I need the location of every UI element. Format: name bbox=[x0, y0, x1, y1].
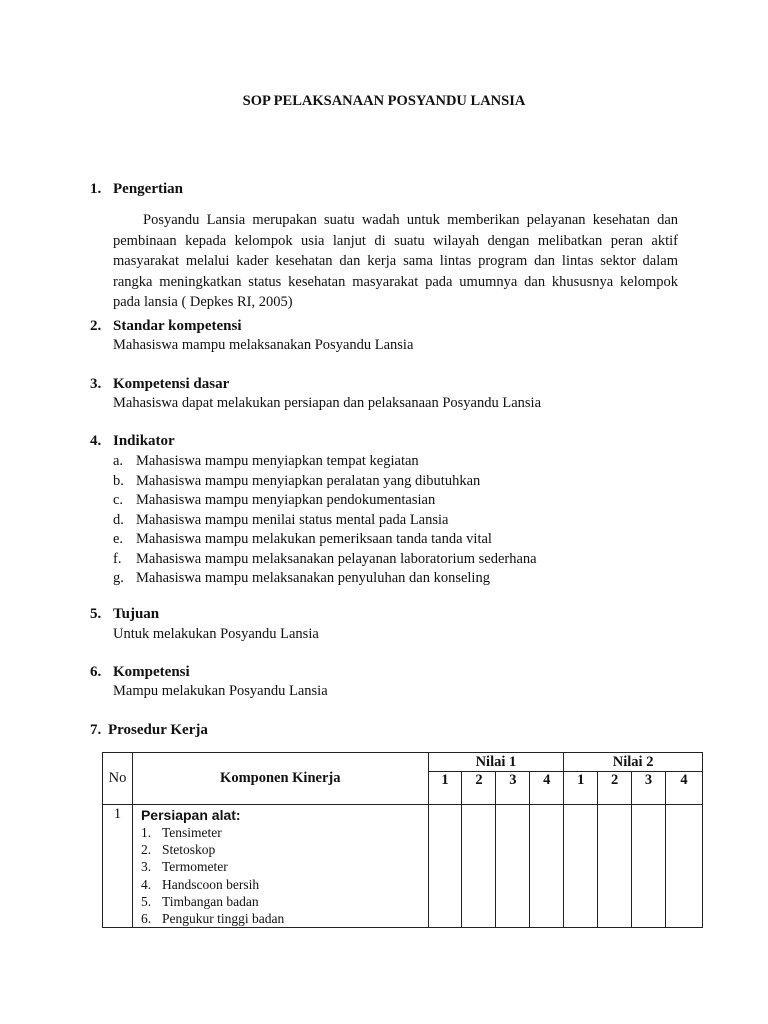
section-number: 2. bbox=[90, 318, 102, 334]
equipment-item bbox=[141, 910, 428, 927]
row-component bbox=[132, 805, 428, 928]
header-score: 3 bbox=[632, 772, 666, 805]
section-heading-indikator bbox=[90, 433, 175, 450]
section-text-standar-kompetensi: Mahasiswa mampu melaksanakan Posyandu Lansia bbox=[113, 337, 414, 353]
equipment-number: 2. bbox=[140, 842, 152, 858]
section-title: Kompetensi dasar bbox=[113, 376, 230, 392]
section-text-kompetensi-dasar: Mahasiswa dapat melakukan persiapan dan pelaksanaan Posyandu Lansia bbox=[113, 395, 542, 411]
section-text-kompetensi: Mampu melakukan Posyandu Lansia bbox=[113, 683, 328, 699]
section-heading-prosedur-kerja bbox=[90, 722, 208, 739]
equipment-text: Termometer bbox=[161, 859, 228, 875]
equipment-item bbox=[141, 858, 428, 875]
section-number: 6. bbox=[90, 664, 102, 680]
equipment-number: 5. bbox=[140, 893, 152, 909]
score-cell[interactable] bbox=[564, 805, 598, 928]
procedure-table bbox=[102, 752, 703, 928]
row-subtitle: Persiapan alat: bbox=[140, 807, 241, 823]
indicator-text: Mahasiswa mampu menyiapkan peralatan yang dibutuhkan bbox=[136, 472, 481, 489]
header-score: 4 bbox=[666, 772, 703, 805]
indicator-letter: b. bbox=[113, 472, 124, 489]
section-title: Tujuan bbox=[113, 606, 160, 622]
header-nilai-2: Nilai 2 bbox=[564, 753, 703, 772]
indicator-item bbox=[113, 491, 537, 511]
indicator-letter: d. bbox=[113, 511, 124, 528]
section-title: Kompetensi bbox=[113, 664, 190, 680]
equipment-text: Pengukur tinggi badan bbox=[161, 911, 285, 927]
score-cell[interactable] bbox=[428, 805, 462, 928]
section-heading-tujuan bbox=[90, 606, 159, 623]
header-score: 2 bbox=[462, 772, 496, 805]
section-heading-kompetensi-dasar bbox=[90, 376, 229, 393]
indicator-list bbox=[113, 452, 537, 589]
score-cell[interactable] bbox=[598, 805, 632, 928]
equipment-number: 6. bbox=[140, 911, 152, 927]
section-heading-pengertian bbox=[90, 181, 183, 198]
indicator-item bbox=[113, 530, 537, 550]
section-title: Prosedur Kerja bbox=[108, 722, 208, 738]
section-title: Pengertian bbox=[113, 181, 183, 197]
header-nilai-1: Nilai 1 bbox=[428, 753, 564, 772]
equipment-list bbox=[141, 824, 428, 927]
equipment-item bbox=[141, 841, 428, 858]
section-heading-standar-kompetensi bbox=[90, 318, 242, 335]
section-number: 4. bbox=[90, 433, 102, 449]
section-number: 5. bbox=[90, 606, 102, 622]
equipment-item bbox=[141, 824, 428, 841]
indicator-item bbox=[113, 569, 537, 589]
equipment-text: Handscoon bersih bbox=[161, 876, 260, 892]
table-row bbox=[103, 805, 703, 928]
equipment-text: Stetoskop bbox=[161, 842, 216, 858]
header-komponen-kinerja: Komponen Kinerja bbox=[132, 753, 428, 805]
header-score: 2 bbox=[598, 772, 632, 805]
indicator-letter: e. bbox=[113, 531, 124, 547]
indicator-text: Mahasiswa mampu menilai status mental pada Lansia bbox=[136, 511, 449, 528]
section-number: 7. bbox=[90, 722, 102, 738]
equipment-number: 3. bbox=[140, 859, 152, 875]
equipment-text: Tensimeter bbox=[161, 825, 222, 840]
indicator-letter: a. bbox=[113, 453, 124, 469]
indicator-text: Mahasiswa mampu melaksanakan pelayanan laboratorium sederhana bbox=[136, 550, 537, 567]
indicator-item bbox=[113, 472, 537, 492]
indicator-text: Mahasiswa mampu menyiapkan pendokumentasian bbox=[136, 492, 436, 508]
equipment-item bbox=[141, 893, 428, 910]
equipment-number: 4. bbox=[140, 876, 152, 892]
header-score: 1 bbox=[428, 772, 462, 805]
header-score: 4 bbox=[530, 772, 564, 805]
indicator-text: Mahasiswa mampu menyiapkan tempat kegiatan bbox=[136, 453, 419, 469]
equipment-item bbox=[141, 876, 428, 893]
header-no: No bbox=[103, 753, 133, 805]
score-cell[interactable] bbox=[462, 805, 496, 928]
indicator-item bbox=[113, 452, 537, 472]
section-title: Standar kompetensi bbox=[113, 318, 242, 334]
indicator-text: Mahasiswa mampu melaksanakan penyuluhan dan konseling bbox=[136, 570, 490, 586]
indicator-letter: g. bbox=[113, 570, 124, 586]
header-score: 1 bbox=[564, 772, 598, 805]
section-heading-kompetensi bbox=[90, 664, 190, 681]
document-title: SOP PELAKSANAAN POSYANDU LANSIA bbox=[242, 93, 526, 109]
header-score: 3 bbox=[496, 772, 530, 805]
indicator-item bbox=[113, 550, 537, 570]
score-cell[interactable] bbox=[666, 805, 703, 928]
section-title: Indikator bbox=[113, 433, 175, 449]
indicator-item bbox=[113, 511, 537, 531]
section-text-tujuan: Untuk melakukan Posyandu Lansia bbox=[113, 626, 319, 642]
definition-paragraph: Posyandu Lansia merupakan suatu wadah untuk memberikan pelayanan kesehatan dan pembinaan kepada kelompok usia lanjut di suatu wilayah dengan melibatkan peran aktif masyarakat melalui kader kesehatan dan kerja sama lintas program dan lintas sektor dalam rangka meningkatkan status kesehatan masyarakat pada umumnya dan khususnya kelompok pada lansia ( Depkes RI, 2005) bbox=[113, 212, 678, 310]
indicator-text: Mahasiswa mampu melakukan pemeriksaan tanda tanda vital bbox=[136, 531, 492, 547]
indicator-letter: c. bbox=[113, 492, 124, 508]
score-cell[interactable] bbox=[530, 805, 564, 928]
score-cell[interactable] bbox=[496, 805, 530, 928]
equipment-text: Timbangan badan bbox=[161, 893, 259, 909]
section-number: 3. bbox=[90, 376, 102, 392]
section-number: 1. bbox=[90, 181, 102, 197]
row-number: 1 bbox=[103, 805, 133, 928]
equipment-number: 1. bbox=[140, 825, 152, 840]
indicator-letter: f. bbox=[113, 550, 122, 567]
score-cell[interactable] bbox=[632, 805, 666, 928]
